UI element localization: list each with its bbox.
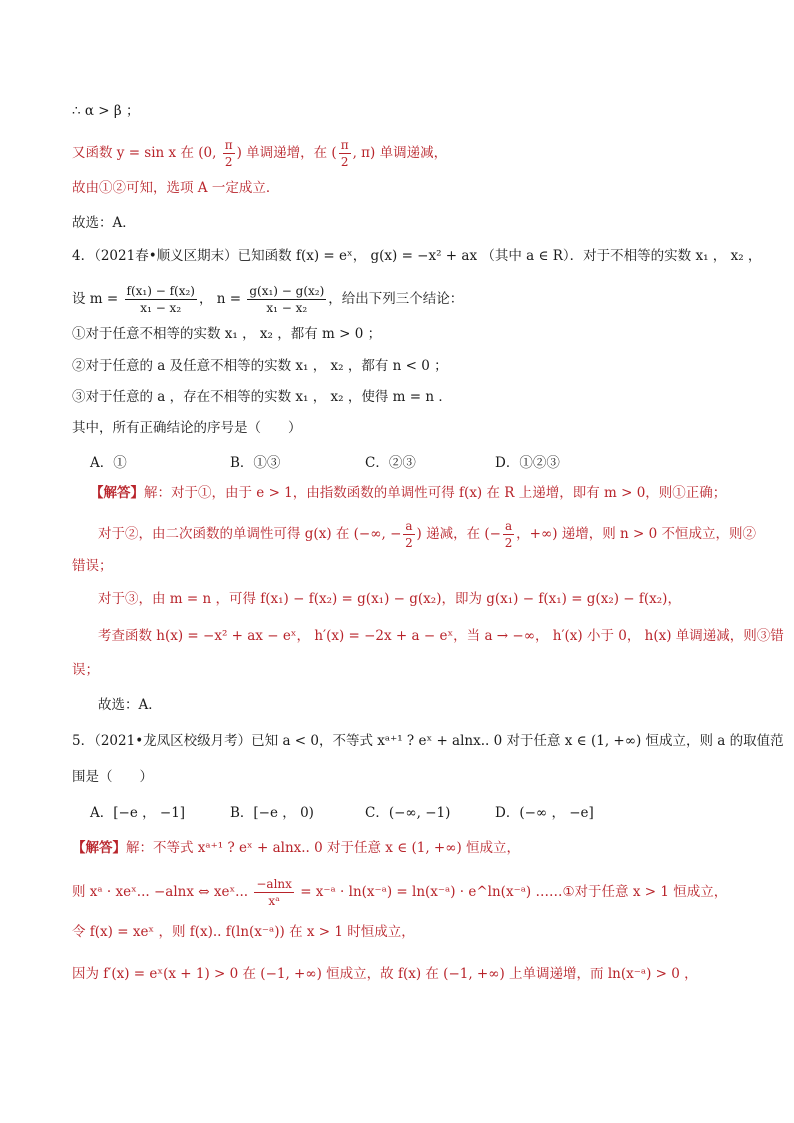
text-line: 故由①②可知，选项 A 一定成立． — [72, 180, 280, 196]
question-ask: 其中，所有正确结论的序号是（ ） — [72, 420, 302, 436]
answer-line: 则 xᵃ · xeˣ... −alnx ⇔ xeˣ... $\frac{-alnx}{\text{xᵃ}}$ = x⁻ᵃ · ln(x⁻ᵃ) = ln(x⁻ᵃ) · e^ln(x⁻ᵃ) ……①对于任意 x > 1 恒成立， — [72, 877, 728, 908]
question-stem: 5．（2021•龙凤区校级月考）已知 a < 0，不等式 xᵃ⁺¹ ? eˣ + alnx.. 0 对于任意 x ∈ (1, +∞) 恒成立，则 a 的取值范 — [72, 733, 784, 749]
answer-line: 对于③，由 m = n ，可得 f(x₁) − f(x₂) = g(x₁) − g(x₂)，即为 g(x₁) − f(x₁) = g(x₂) − f(x₂)， — [98, 591, 681, 607]
fraction: $\frac{a}{2}$ — [405, 519, 413, 550]
fraction: $\frac{\pi}{2}$ — [224, 138, 233, 169]
option-b: B．①③ — [230, 455, 281, 471]
fraction: $\frac{\pi}{2}$ — [340, 138, 349, 169]
answer-line: 考查函数 h(x) = −x² + ax − eˣ， h′(x) = −2x + a − eˣ，当 a → −∞， h′(x) 小于 0， h(x) 单调递减，则③错 — [98, 628, 784, 644]
text-line: 故选：A． — [72, 215, 136, 231]
question-stem: 设 m = $\frac{\text{f(x₁) − f(x₂)}}{\text{x₁ − x₂}}$ ， n = $\frac{\text{g(x₁) − g(x₂)}}{\text{x₁ − x₂}}$ ，给出下列三个结论： — [72, 284, 464, 315]
option-b: B．[−e ， 0) — [230, 805, 314, 821]
answer-line: 误； — [72, 662, 99, 678]
fraction: $\frac{a}{2}$ — [504, 519, 513, 550]
answer-line: 故选：A． — [98, 697, 162, 713]
option-d: D．(−∞ ， −e] — [495, 805, 594, 821]
answer-line: 【解答】解：对于①，由于 e > 1，由指数函数的单调性可得 f(x) 在 R 上递增，即有 m > 0，则①正确； — [90, 485, 727, 501]
question-stem: 4．（2021春•顺义区期末）已知函数 f(x) = eˣ， g(x) = −x² + ax （其中 a ∈ R）．对于不相等的实数 x₁ ， x₂ ， — [72, 248, 762, 264]
fraction: $\frac{-alnx}{\text{xᵃ}}$ — [256, 877, 292, 908]
option-d: D．①②③ — [495, 455, 560, 471]
text-line: 又函数 y = sin x 在 (0, $\frac{\pi}{2}$ ) 单调递增，在 ( $\frac{\pi}{2}$ , π) 单调递减， — [72, 138, 448, 169]
question-stem: 围是（ ） — [72, 769, 153, 785]
answer-tag: 【解答】 — [90, 485, 144, 501]
answer-line: 因为 f′(x) = eˣ(x + 1) > 0 在 (−1, +∞) 恒成立，故 f(x) 在 (−1, +∞) 上单调递增，而 ln(x⁻ᵃ) > 0 ， — [72, 966, 698, 982]
option-c: C．②③ — [365, 455, 416, 471]
answer-tag: 【解答】 — [72, 840, 126, 856]
answer-line: 【解答】解：不等式 xᵃ⁺¹ ? eˣ + alnx.. 0 对于任意 x ∈ (1, +∞) 恒成立， — [72, 840, 521, 856]
option-a: A．① — [90, 455, 127, 471]
answer-line: 令 f(x) = xeˣ ，则 f(x).. f(ln(x⁻ᵃ)) 在 x > 1 时恒成立， — [72, 924, 415, 940]
statement-3: ③对于任意的 a ，存在不相等的实数 x₁ ， x₂ ，使得 m = n ． — [72, 389, 452, 405]
answer-line: 对于②，由二次函数的单调性可得 g(x) 在 (−∞, − $\frac{a}{2}$ ) 递减，在 (− $\frac{a}{2}$ ，+∞) 递增，则 n > 0 不恒成立，则② — [98, 519, 757, 550]
statement-1: ①对于任意不相等的实数 x₁ ， x₂ ，都有 m > 0 ； — [72, 326, 382, 342]
option-c: C．(−∞, −1) — [365, 805, 451, 821]
answer-line: 错误； — [72, 558, 113, 574]
statement-2: ②对于任意的 a 及任意不相等的实数 x₁ ， x₂ ，都有 n < 0 ； — [72, 358, 448, 374]
fraction: $\frac{\text{g(x₁) − g(x₂)}}{\text{x₁ − x₂}}$ — [249, 284, 325, 315]
fraction: $\frac{\text{f(x₁) − f(x₂)}}{\text{x₁ − x₂}}$ — [126, 284, 195, 315]
option-a: A．[−e ， −1] — [90, 805, 186, 821]
text-line: ∴ α > β ； — [72, 103, 140, 119]
